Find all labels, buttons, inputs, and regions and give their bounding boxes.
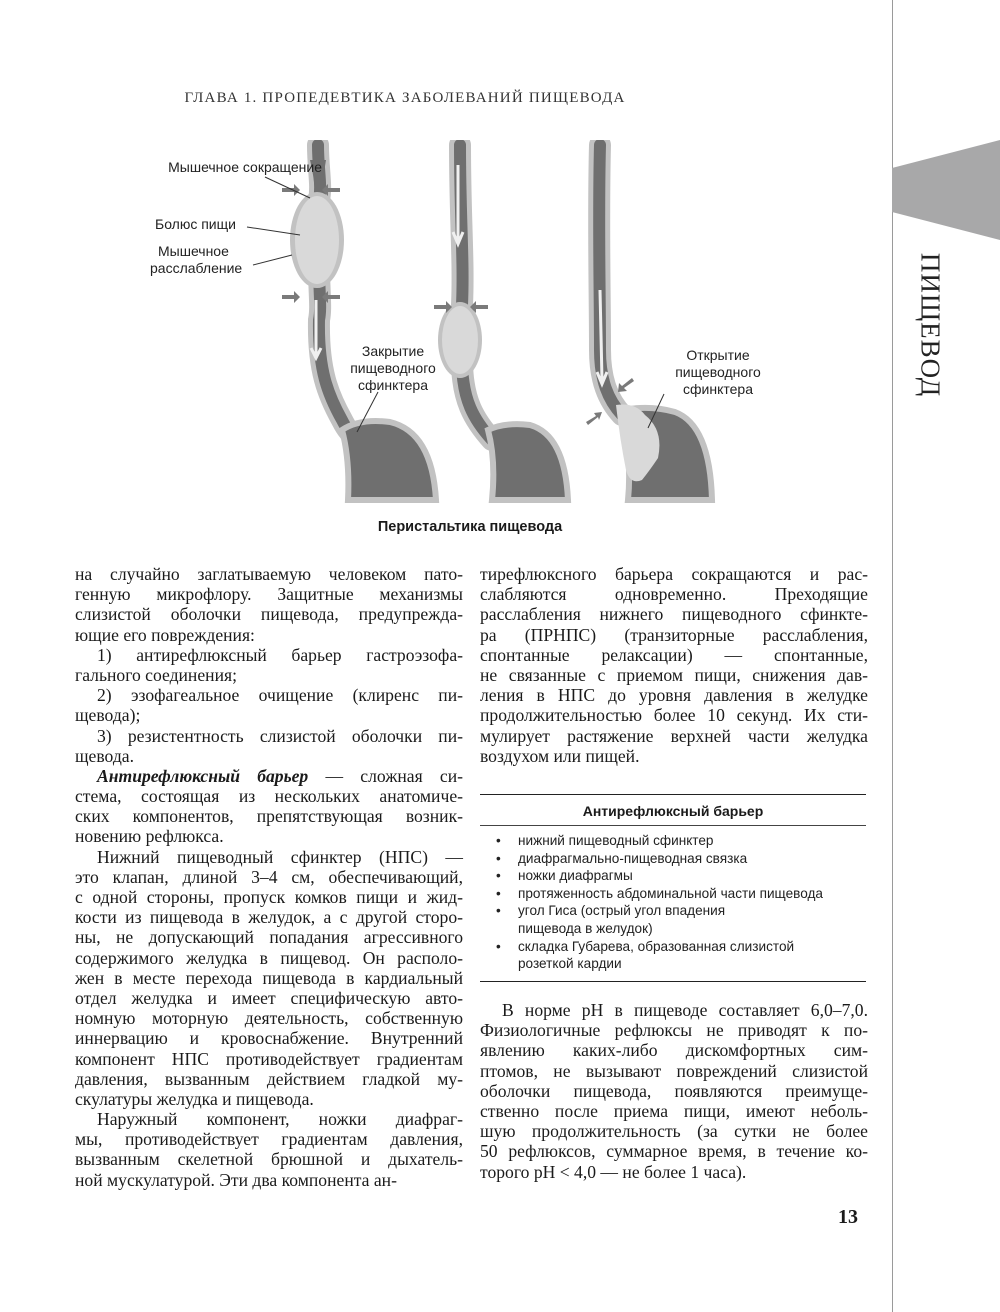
text-line: птомов, не вызывают повреждений слизистой [480,1060,868,1081]
label-muscle-relaxation-2: расслабление [150,260,243,276]
antireflux-barrier-box [480,794,866,982]
running-head: ГЛАВА 1. ПРОПЕДЕВТИКА ЗАБОЛЕВАНИЙ ПИЩЕВОДА [184,90,626,106]
text-line: на случайно заглатываемую человеком пато- [75,564,463,584]
term-emphasis: Антирефлюксный барьер [97,765,309,786]
text-line: давления, вызванным действием гладкой му- [75,1068,463,1089]
list-item: • угол Гиса (острый угол впадения пищевода в желудок) [518,902,768,937]
section-title-text: ПИЩЕВОД [915,252,946,398]
text-line: кости из пищевода в желудок, а с другой сторо- [75,907,463,928]
list-item: • складка Губарева, образованная слизистой розеткой кардии [518,938,818,973]
chapter-tab [892,140,1000,240]
label-sphincter-opening [668,347,768,398]
text-run: — сложная си- [308,765,463,786]
text-line: слизистой оболочки пищевода, предупрежда- [75,604,463,625]
text-line: ной мускулатурой. Эти два компонента ан- [75,1169,397,1190]
text-line: вызванным скелетной брюшной и дыхатель- [75,1149,463,1170]
text-line: скулатуры желудка и пищевода. [75,1088,314,1109]
list-item: • нижний пищеводный сфинктер [518,832,866,850]
text-line: содержимого желудка в пищевод. Он располо- [75,947,463,968]
text-line: слабляются одновременно. Преходящие [480,584,868,605]
text-line: ления в НПС до уровня давления в желудке [480,685,868,706]
text-line: генную микрофлору. Защитные механизмы [75,584,463,605]
text-line: 2) эзофагеальное очищение (клиренс пи- [97,685,463,706]
label-sphincter-closing [343,343,443,394]
figure-caption: Перистальтика пищевода [377,519,563,535]
text-line: щевода); [75,705,141,726]
text-line: отдел желудка и имеет специфическую авто- [75,987,463,1008]
text-line: Нижний пищеводный сфинктер (НПС) — [97,846,463,867]
text-line: спонтанные релаксации) — спонтанные, [480,644,868,665]
text-line: ственно после приема пищи, имеют неболь- [480,1100,868,1121]
text-line: Наружный компонент, ножки диафраг- [97,1109,463,1130]
label-line: Открытие [686,347,750,363]
label-food-bolus: Болюс пищи [155,216,236,232]
text-line: явлению каких-либо дискомфортных сим- [480,1040,868,1061]
text-line: мулирует растяжение верхней части желудка [480,725,868,746]
list-item: • диафрагмально-пищеводная связка [518,850,866,868]
text-line: В норме pH в пищеводе составляет 6,0–7,0. [502,1000,868,1020]
text-line: воздухом или пищей. [480,745,640,766]
text-line: торого pH < 4,0 — не более 1 часа). [480,1161,747,1182]
right-column [480,564,868,766]
text-line: жен в месте перехода пищевода в кардиальный [75,967,463,988]
text-line: шую продолжительность (за сутки не более [480,1121,868,1142]
label-line: сфинктера [358,377,428,393]
left-column [75,564,463,1190]
text-line: Физиологичные рефлюксы не приводят к по- [480,1020,868,1041]
label-line: сфинктера [683,381,753,397]
text-line: щевода. [75,745,134,766]
peristalsis-figure [60,140,760,510]
text-line: расслабления нижнего пищеводного сфинкте- [480,604,868,625]
text-line: 1) антирефлюксный барьер гастроэзофа- [97,644,463,665]
esophagus-illustration [60,140,760,510]
list-item: • протяженность абдоминальной части пищевода [518,885,866,903]
label-line: Закрытие [361,343,425,359]
text-line: стема, состоящая из нескольких анатомиче- [75,786,463,807]
text-line: это клапан, длиной 3–4 см, обеспечивающий, [75,866,463,887]
text-line: ны, не допускающий попадания агрессивного [75,927,463,948]
text-line: номную моторную деятельность, собственную [75,1008,463,1029]
label-muscle-contraction: Мышечное сокращение [168,159,322,175]
text-line: компонент НПС противодействует градиентам [75,1048,463,1069]
text-line: иннервацию и кровоснабжение. Внутренний [75,1028,463,1049]
text-line: оболочки пищевода, появляются преимуще- [480,1080,868,1101]
label-muscle-relaxation-1: Мышечное [158,243,229,259]
text-line [75,766,463,786]
text-line: новению рефлюкса. [75,826,224,847]
section-title-vertical [890,250,970,400]
label-line: пищеводного [350,360,436,376]
text-line: 50 рефлюксов, суммарное время, в течение ко- [480,1141,868,1162]
list-item: • ножки диафрагмы [518,867,866,885]
text-line: гального соединения; [75,664,237,685]
text-line: тирефлюксного барьера сокращаются и рас- [480,564,868,584]
text-line: с одной стороны, пропуск комков пищи и жид- [75,887,463,907]
text-line: ских компонентов, препятствующая возник- [75,806,463,827]
page-number: 13 [838,1206,858,1228]
box-title: Антирефлюксный барьер [480,795,866,826]
text-line: 3) резистентность слизистой оболочки пи- [97,725,463,746]
box-list [480,832,866,973]
label-line: пищеводного [675,364,761,380]
text-line: мы, противодействует градиентам давления, [75,1129,463,1150]
text-line: ра (ПРНПС) (транзиторные расслабления, [480,624,868,645]
right-column-lower [480,1000,868,1182]
text-line: не связанные с приемом пищи, снижения дав- [480,664,868,685]
text-line: ющие его повреждения: [75,624,255,645]
text-line: продолжительностью более 10 секунд. Их сти- [480,705,868,726]
